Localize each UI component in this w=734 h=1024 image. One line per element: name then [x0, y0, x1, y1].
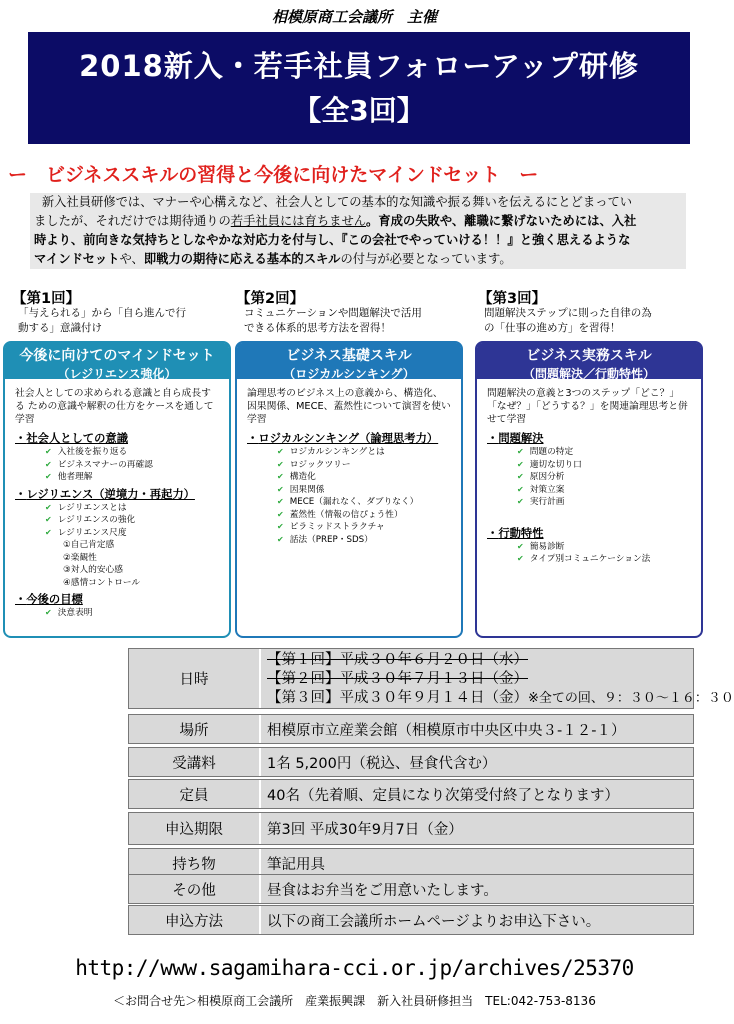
- section-title: ・ ロジカルシンキング（論理思考力）: [247, 432, 451, 446]
- session-1-card: [3, 341, 231, 638]
- session-count-title: 【全3回】: [293, 94, 425, 127]
- check-icon: ✔: [517, 459, 524, 469]
- check-icon: ✔: [517, 447, 524, 456]
- place-value: 相模原市立産業会館（相模原市中央区中央３-１２-１）: [267, 722, 626, 739]
- table-row-place: [128, 714, 694, 744]
- check-icon: ✔: [45, 502, 52, 512]
- check-icon: ✔: [277, 472, 284, 481]
- list-item: ✔ 対策立案: [517, 484, 565, 495]
- main-title: 2018新入・若手社員フォローアップ研修: [79, 49, 639, 83]
- check-icon: ✔: [277, 497, 284, 506]
- table-row-deadline: [128, 812, 694, 845]
- date-label: 日時: [129, 649, 261, 708]
- list-item: ✔ ピラミッドストラクチャ: [277, 522, 385, 532]
- check-icon: ✔: [517, 472, 524, 481]
- list-item: ✔ MECE（漏れなく、ダブりなく）: [277, 497, 419, 507]
- intro-line: 新入社員研修では、マナーや心構えなど、社会人としての基本的な知識や振る舞いを伝えるにとどまってい: [41, 195, 633, 209]
- check-icon: ✔: [277, 459, 284, 469]
- list-item: ✔ 蓋然性（情報の信ぴょう性）: [277, 509, 403, 520]
- check-icon: ✔: [45, 527, 52, 537]
- section-title: ・ 社会人としての意識: [15, 432, 219, 446]
- check-icon: ✔: [517, 554, 524, 563]
- list-item: ✔ ロジカルシンキングとは: [277, 447, 385, 457]
- deadline-label: 申込期限: [129, 813, 261, 844]
- fee-label: 受講料: [129, 748, 261, 776]
- session-1-card-header: 今後に向けてのマインドセット （レジリエンス強化）: [5, 343, 229, 379]
- list-item: ✔ レジリエンス尺度: [45, 527, 127, 538]
- check-icon: ✔: [517, 484, 524, 494]
- intro-line: ましたが、それだけでは期待通りの若手社員には育ちません。育成の失敗や、離職に繋げないためには、入社: [34, 214, 637, 228]
- list-subitem: ③対人的安心感: [63, 565, 123, 575]
- table-row-capacity: [128, 779, 694, 809]
- session-3-heading: 【第3回】: [478, 291, 547, 307]
- card-lead: 論理思考のビジネス上の意義から、構造化、因果関係、MECE、蓋然性について演習を使い学習: [247, 388, 451, 425]
- check-icon: ✔: [277, 534, 284, 544]
- deadline-value: 第3回 平成30年9月7日（金）: [267, 822, 463, 838]
- session-3-card-header: ビジネス実務スキル （問題解決／行動特性）: [477, 343, 701, 379]
- session-2-heading: 【第2回】: [236, 291, 305, 307]
- card-lead: 社会人としての求められる意識と自ら成長する ための意識や解釈の仕方をケースを通して学習: [15, 388, 214, 425]
- list-item: ✔ 因果関係: [277, 484, 325, 495]
- list-item: ✔ 原因分析: [517, 472, 565, 482]
- list-item: ✔ レジリエンスの強化: [45, 515, 136, 525]
- apply-value: 以下の商工会議所ホームページよりお申込下さい。: [267, 913, 601, 930]
- section-title: ・ 問題解決: [487, 432, 691, 446]
- session-3-card: [475, 341, 703, 638]
- session-1-heading: 【第1回】: [12, 291, 81, 307]
- schedule: 【第１回】平成３０年６月２０日（水） 【第２回】平成３０年７月１３日（金） 【第３回】平成３０年９月１４日（金）※全ての回、９：３０～１６：３０: [267, 652, 734, 706]
- list-item: ✔ レジリエンスとは: [45, 502, 127, 513]
- intro-line: マインドセットや、即戦力の期待に応える基本的スキルの付与が必要となっています。: [34, 252, 512, 266]
- contact-info: ＜お問合せ先＞相模原商工会議所 産業振興課 新入社員研修担当 TEL:042-753-8136: [113, 994, 596, 1008]
- capacity-value: 40名（先着順、定員になり次第受付終了となります）: [267, 787, 619, 804]
- check-icon: ✔: [517, 541, 524, 551]
- check-icon: ✔: [277, 509, 284, 519]
- check-icon: ✔: [45, 608, 52, 617]
- subtitle: ー ビジネススキルの習得と今後に向けたマインドセット ー: [8, 164, 539, 186]
- fee-value: 1名 5,200円（税込、昼食代含む）: [267, 755, 497, 772]
- list-subitem: ④感情コントロール: [63, 577, 141, 588]
- table-row-date: [128, 648, 734, 709]
- list-item: ✔ 構造化: [277, 472, 316, 482]
- list-item: ✔ 適切な切り口: [517, 459, 582, 470]
- check-icon: ✔: [517, 497, 524, 506]
- list-item: ✔ ロジックツリー: [277, 459, 351, 470]
- session-2-card: [235, 341, 463, 638]
- other-label: その他: [129, 875, 261, 903]
- check-icon: ✔: [45, 447, 52, 456]
- intro-box: [30, 193, 686, 269]
- section-title: ・ 行動特性: [487, 527, 691, 541]
- place-label: 場所: [129, 715, 261, 743]
- list-item: ✔ 問題の特定: [517, 447, 574, 457]
- check-icon: ✔: [45, 459, 52, 469]
- organizer-line: 相模原商工会議所 主催: [271, 8, 437, 26]
- list-item: ✔ 話法（PREP・SDS）: [277, 534, 373, 545]
- session-2-desc: コミュニケーションや問題解決で活用 できる体系的思考方法を習得！: [244, 307, 422, 334]
- table-row-fee: [128, 747, 694, 777]
- table-row-other: [128, 874, 694, 904]
- intro-line: 時より、前向きな気持ちとしなやかな対応力を付与し、『この会社でやっていける！！』と強く思えるような: [34, 233, 631, 247]
- table-row-apply: [128, 905, 694, 935]
- session-2-card-header: ビジネス基礎スキル （ロジカルシンキング）: [237, 343, 461, 379]
- items-label: 持ち物: [129, 849, 261, 877]
- card-lead: 問題解決の意義と3つのステップ「どこ？」「なぜ？」「どうする？」を関連論理思考と併せて学習: [487, 388, 688, 425]
- list-item: ✔ 入社後を振り返る: [45, 447, 128, 457]
- section-title: ・ レジリエンス（逆境力・再起力）: [15, 488, 219, 502]
- title-banner: [28, 32, 690, 144]
- list-item: ✔ 決意表明: [45, 608, 93, 618]
- list-item: ✔ 簡易診断: [517, 541, 565, 552]
- list-item: ✔ 他者理解: [45, 472, 93, 482]
- check-icon: ✔: [45, 472, 52, 481]
- check-icon: ✔: [277, 447, 284, 456]
- list-item: ✔ ビジネスマナーの再確認: [45, 459, 153, 470]
- registration-url[interactable]: http://www.sagamihara-cci.or.jp/archives/25370: [75, 956, 634, 980]
- list-item: ✔ 実行計画: [517, 497, 565, 507]
- capacity-label: 定員: [129, 780, 261, 808]
- list-subitem: ②楽観性: [63, 552, 97, 563]
- check-icon: ✔: [45, 515, 52, 524]
- items-value: 筆記用具: [267, 856, 325, 873]
- list-item: ✔ タイプ別コミュニケーション法: [517, 554, 651, 564]
- other-value: 昼食はお弁当をご用意いたします。: [267, 882, 498, 899]
- check-icon: ✔: [277, 522, 284, 531]
- check-icon: ✔: [277, 484, 284, 494]
- section-title: ・ 今後の目標: [15, 593, 219, 607]
- session-1-desc: 「与えられる」から「自ら進んで行 動する」意識付け: [18, 307, 186, 334]
- list-subitem: ①自己肯定感: [63, 540, 115, 550]
- session-3-desc: 問題解決ステップに則った自律の為 の「仕事の進め方」を習得！: [484, 307, 652, 334]
- apply-label: 申込方法: [129, 906, 261, 934]
